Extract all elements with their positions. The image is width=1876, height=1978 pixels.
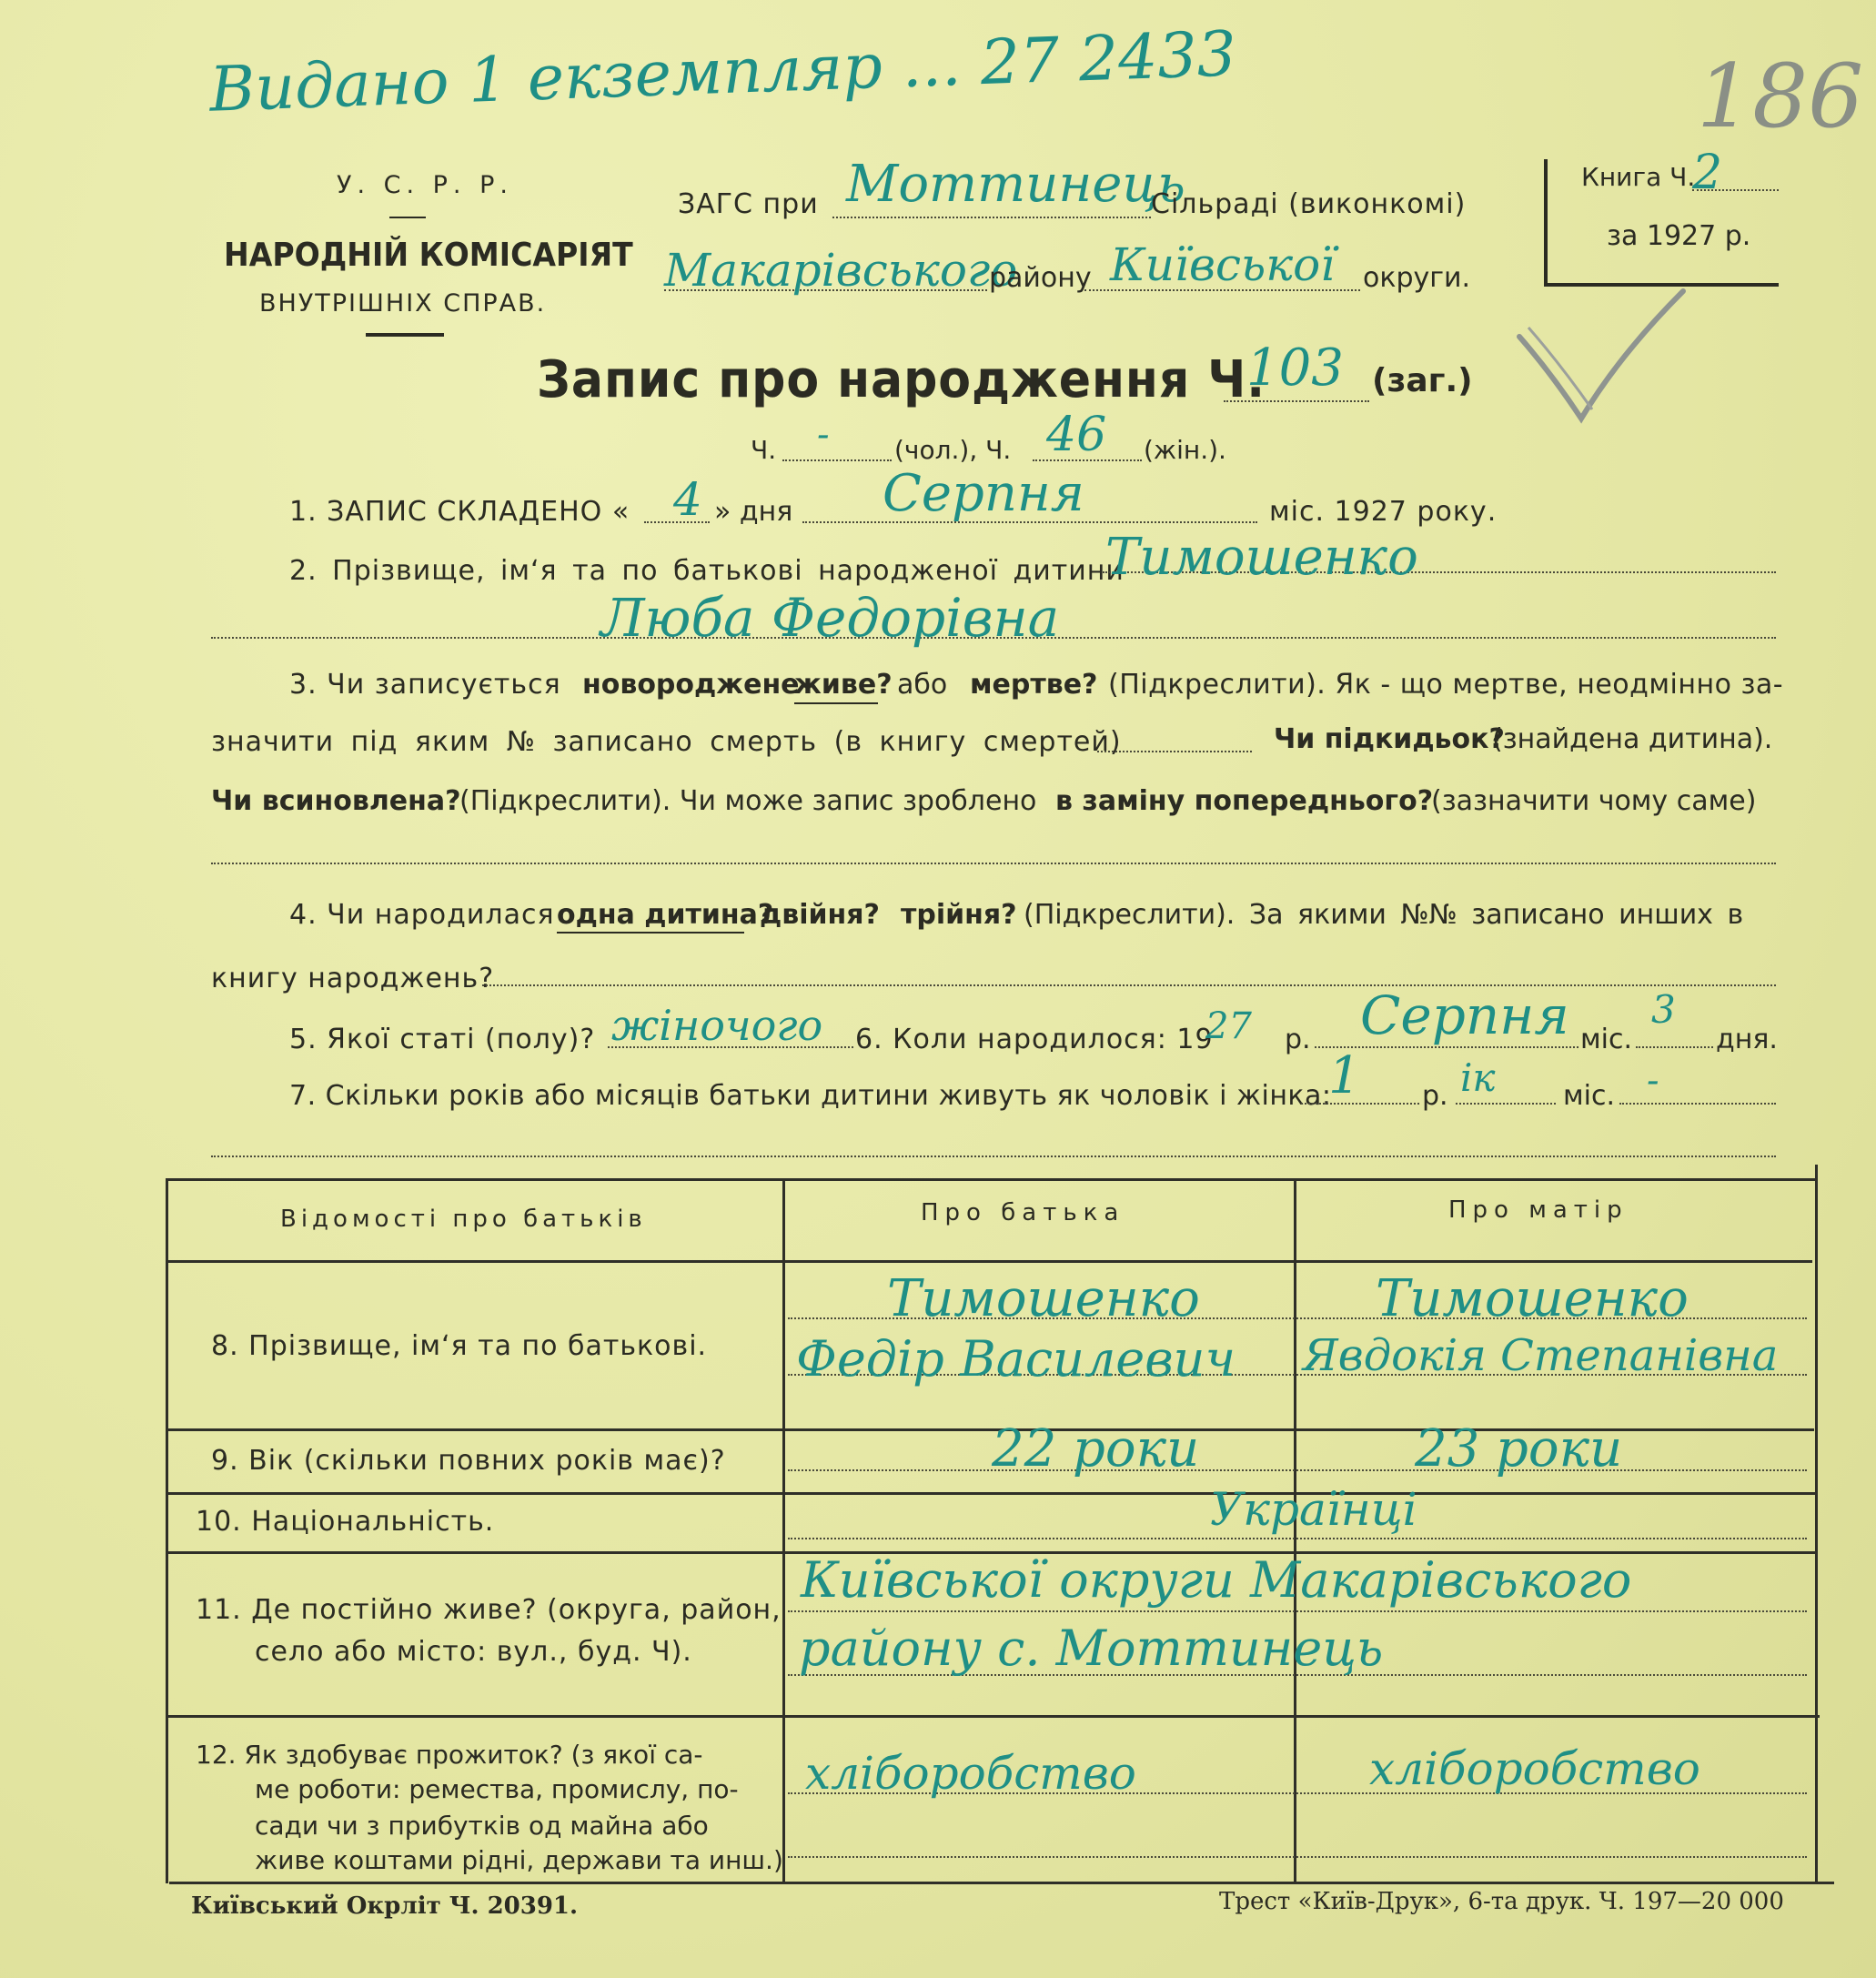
male-count-value: - <box>817 414 830 456</box>
row12-label-line4: живе коштами рідні, держави та инш.) <box>255 1845 783 1875</box>
q2-label: 2. Прізвище, ім‘я та по батькові народженої дитини <box>289 555 1125 587</box>
q3-dead-option[interactable]: мертве? <box>970 669 1098 701</box>
table-header-mother: Про матір <box>1448 1196 1629 1224</box>
footer-printer-right: Трест «Київ-Друк», 6-та друк. Ч. 197—20 000 <box>1219 1888 1784 1915</box>
dotted-line <box>211 863 1776 864</box>
village-suffix: Сільраді (виконкомі) <box>1151 188 1467 220</box>
male-count-prefix: Ч. <box>751 435 777 465</box>
dotted-line <box>832 217 1151 218</box>
q3-or: або <box>897 669 948 701</box>
book-label: Книга Ч. <box>1581 162 1696 192</box>
book-box-border <box>1544 159 1548 287</box>
table-header-info: Відомості про батьків <box>280 1206 647 1233</box>
q4-single-option[interactable]: одна дитина? <box>557 899 774 931</box>
dept-label: ВНУТРІШНІХ СПРАВ. <box>259 289 547 318</box>
q7-months: - <box>1647 1060 1659 1102</box>
dotted-line <box>782 459 892 461</box>
okruha-value: Київської <box>1110 238 1336 291</box>
q3-replacement[interactable]: в заміну попереднього? <box>1055 785 1434 817</box>
q7-year-note: ік <box>1460 1055 1496 1100</box>
district-value: Макарівського <box>664 244 1018 297</box>
q3-newborn: новороджене <box>582 669 800 701</box>
q6-label: 6. Коли народилося: 19 <box>855 1024 1214 1055</box>
dotted-line <box>211 1156 1776 1157</box>
q3-adopted[interactable]: Чи всиновлена? <box>211 785 461 817</box>
q6-dnya: дня. <box>1716 1024 1778 1055</box>
father-surname: Тимошенко <box>887 1269 1200 1328</box>
q7-label: 7. Скільки років або місяців батьки дитини живуть як чоловік і жінка: <box>289 1080 1332 1112</box>
row12-label-line1: 12. Як здобуває прожиток? (з якої са- <box>196 1740 703 1770</box>
underline-mark <box>794 702 878 704</box>
female-count-value: 46 <box>1046 408 1107 462</box>
archive-sheet-number: 186 <box>1697 45 1864 147</box>
q7-r: р. <box>1422 1080 1448 1112</box>
mother-surname: Тимошенко <box>1376 1269 1689 1328</box>
q1-end: міс. 1927 року. <box>1269 496 1498 528</box>
commissariat-label: НАРОДНІЙ КОМІСАРІЯТ <box>224 237 633 274</box>
q1-mid: » дня <box>714 496 793 528</box>
republic-label: У. С. Р. Р. <box>337 171 513 199</box>
row12-label-line3: сади чи з прибутків од майна або <box>255 1811 709 1841</box>
divider <box>366 333 444 337</box>
q3-line3a: (Підкреслити). Чи може запис зроблено <box>459 785 1037 817</box>
q4-triplets-option[interactable]: трійня? <box>901 899 1017 931</box>
book-number: 2 <box>1692 146 1723 200</box>
q1-month: Серпня <box>883 464 1084 523</box>
q5-label: 5. Якої статі (полу)? <box>289 1024 596 1055</box>
q7-mis: міс. <box>1563 1080 1615 1112</box>
row11-label-line2: село або місто: вул., буд. Ч). <box>255 1636 692 1668</box>
dotted-line <box>1224 400 1369 402</box>
row12-label-line2: ме роботи: ремества, промислу, по- <box>255 1774 739 1804</box>
q1-label: 1. ЗАПИС СКЛАДЕНО « <box>289 496 630 528</box>
q3-line1b: (Підкреслити). Як - що мертве, неодмінно за- <box>1108 669 1784 701</box>
father-age: 22 роки <box>992 1419 1200 1478</box>
q6-day: 3 <box>1651 987 1676 1032</box>
zags-label: ЗАГС при <box>678 188 819 220</box>
mother-age: 23 роки <box>1415 1419 1623 1478</box>
dotted-line <box>1456 1103 1556 1105</box>
okruha-suffix: округи. <box>1363 262 1471 294</box>
dotted-line <box>1619 1103 1776 1105</box>
q3-line2b: (знайдена дитина). <box>1492 723 1773 755</box>
residence-line1: Київської округи Макарівського <box>801 1551 1632 1609</box>
row9-label: 9. Вік (скільки повних років має)? <box>211 1445 726 1477</box>
row8-label: 8. Прізвище, ім‘я та по батькові. <box>211 1330 708 1362</box>
village-value: Моттинець <box>846 155 1185 214</box>
pencil-check-mark-icon <box>1510 273 1692 437</box>
child-names: Люба Федорівна <box>600 587 1060 649</box>
dotted-line <box>482 984 1776 986</box>
female-count-suffix: (жін.). <box>1144 435 1226 465</box>
q3-line1a: 3. Чи записується <box>289 669 561 701</box>
q6-mis: міс. <box>1580 1024 1632 1055</box>
q4-twins-option[interactable]: двійня? <box>760 899 880 931</box>
issued-copy-note: Видано 1 екземпляр ... 27 2433 <box>207 18 1238 126</box>
q7-years: 1 <box>1328 1046 1361 1105</box>
q4-text: (Підкреслити). За якими №№ записано инших в <box>1024 899 1744 931</box>
row10-label: 10. Національність. <box>196 1506 495 1538</box>
q4-text2: книгу народжень? <box>211 963 495 994</box>
record-number: 103 <box>1246 338 1344 398</box>
father-name: Федір Василевич <box>796 1330 1236 1388</box>
footer-printer-left: Київський Окрліт Ч. 20391. <box>191 1892 579 1920</box>
nationality-value: Українці <box>1210 1483 1417 1536</box>
table-header-father: Про батька <box>921 1199 1125 1226</box>
record-title: Запис про народження Ч. <box>537 350 1266 409</box>
q3-line3b: (зазначити чому саме) <box>1431 785 1757 817</box>
dotted-line <box>1636 1046 1713 1048</box>
mother-occupation: хліборобство <box>1369 1742 1700 1795</box>
male-count-suffix: (чол.), Ч. <box>894 435 1012 465</box>
child-surname: Тимошенко <box>1105 528 1418 587</box>
dotted-line <box>1692 189 1779 191</box>
q6-year: 27 <box>1205 1005 1252 1047</box>
district-suffix: району <box>989 262 1092 294</box>
divider <box>389 217 426 218</box>
q6-month: Серпня <box>1360 984 1569 1046</box>
father-occupation: хліборобство <box>805 1747 1136 1800</box>
q6-r: р. <box>1285 1024 1311 1055</box>
residence-line2: району с. Моттинець <box>799 1620 1384 1677</box>
mother-name: Явдокія Степанівна <box>1303 1330 1779 1381</box>
q1-day: 4 <box>673 473 702 526</box>
q4-label: 4. Чи народилася <box>289 899 555 931</box>
underline-mark <box>557 932 744 933</box>
q3-alive-option[interactable]: живе? <box>794 669 893 701</box>
record-suffix: (заг.) <box>1372 362 1473 399</box>
book-year: за 1927 р. <box>1607 220 1751 252</box>
q3-line2a: значити під яким № записано смерть (в книгу смертей) <box>211 726 1122 758</box>
q3-foundling[interactable]: Чи підкидьок? <box>1274 723 1505 755</box>
row11-label-line1: 11. Де постійно живе? (округа, район, <box>196 1594 782 1626</box>
dotted-line <box>1097 751 1252 752</box>
q5-value: жіночого <box>611 1001 823 1050</box>
